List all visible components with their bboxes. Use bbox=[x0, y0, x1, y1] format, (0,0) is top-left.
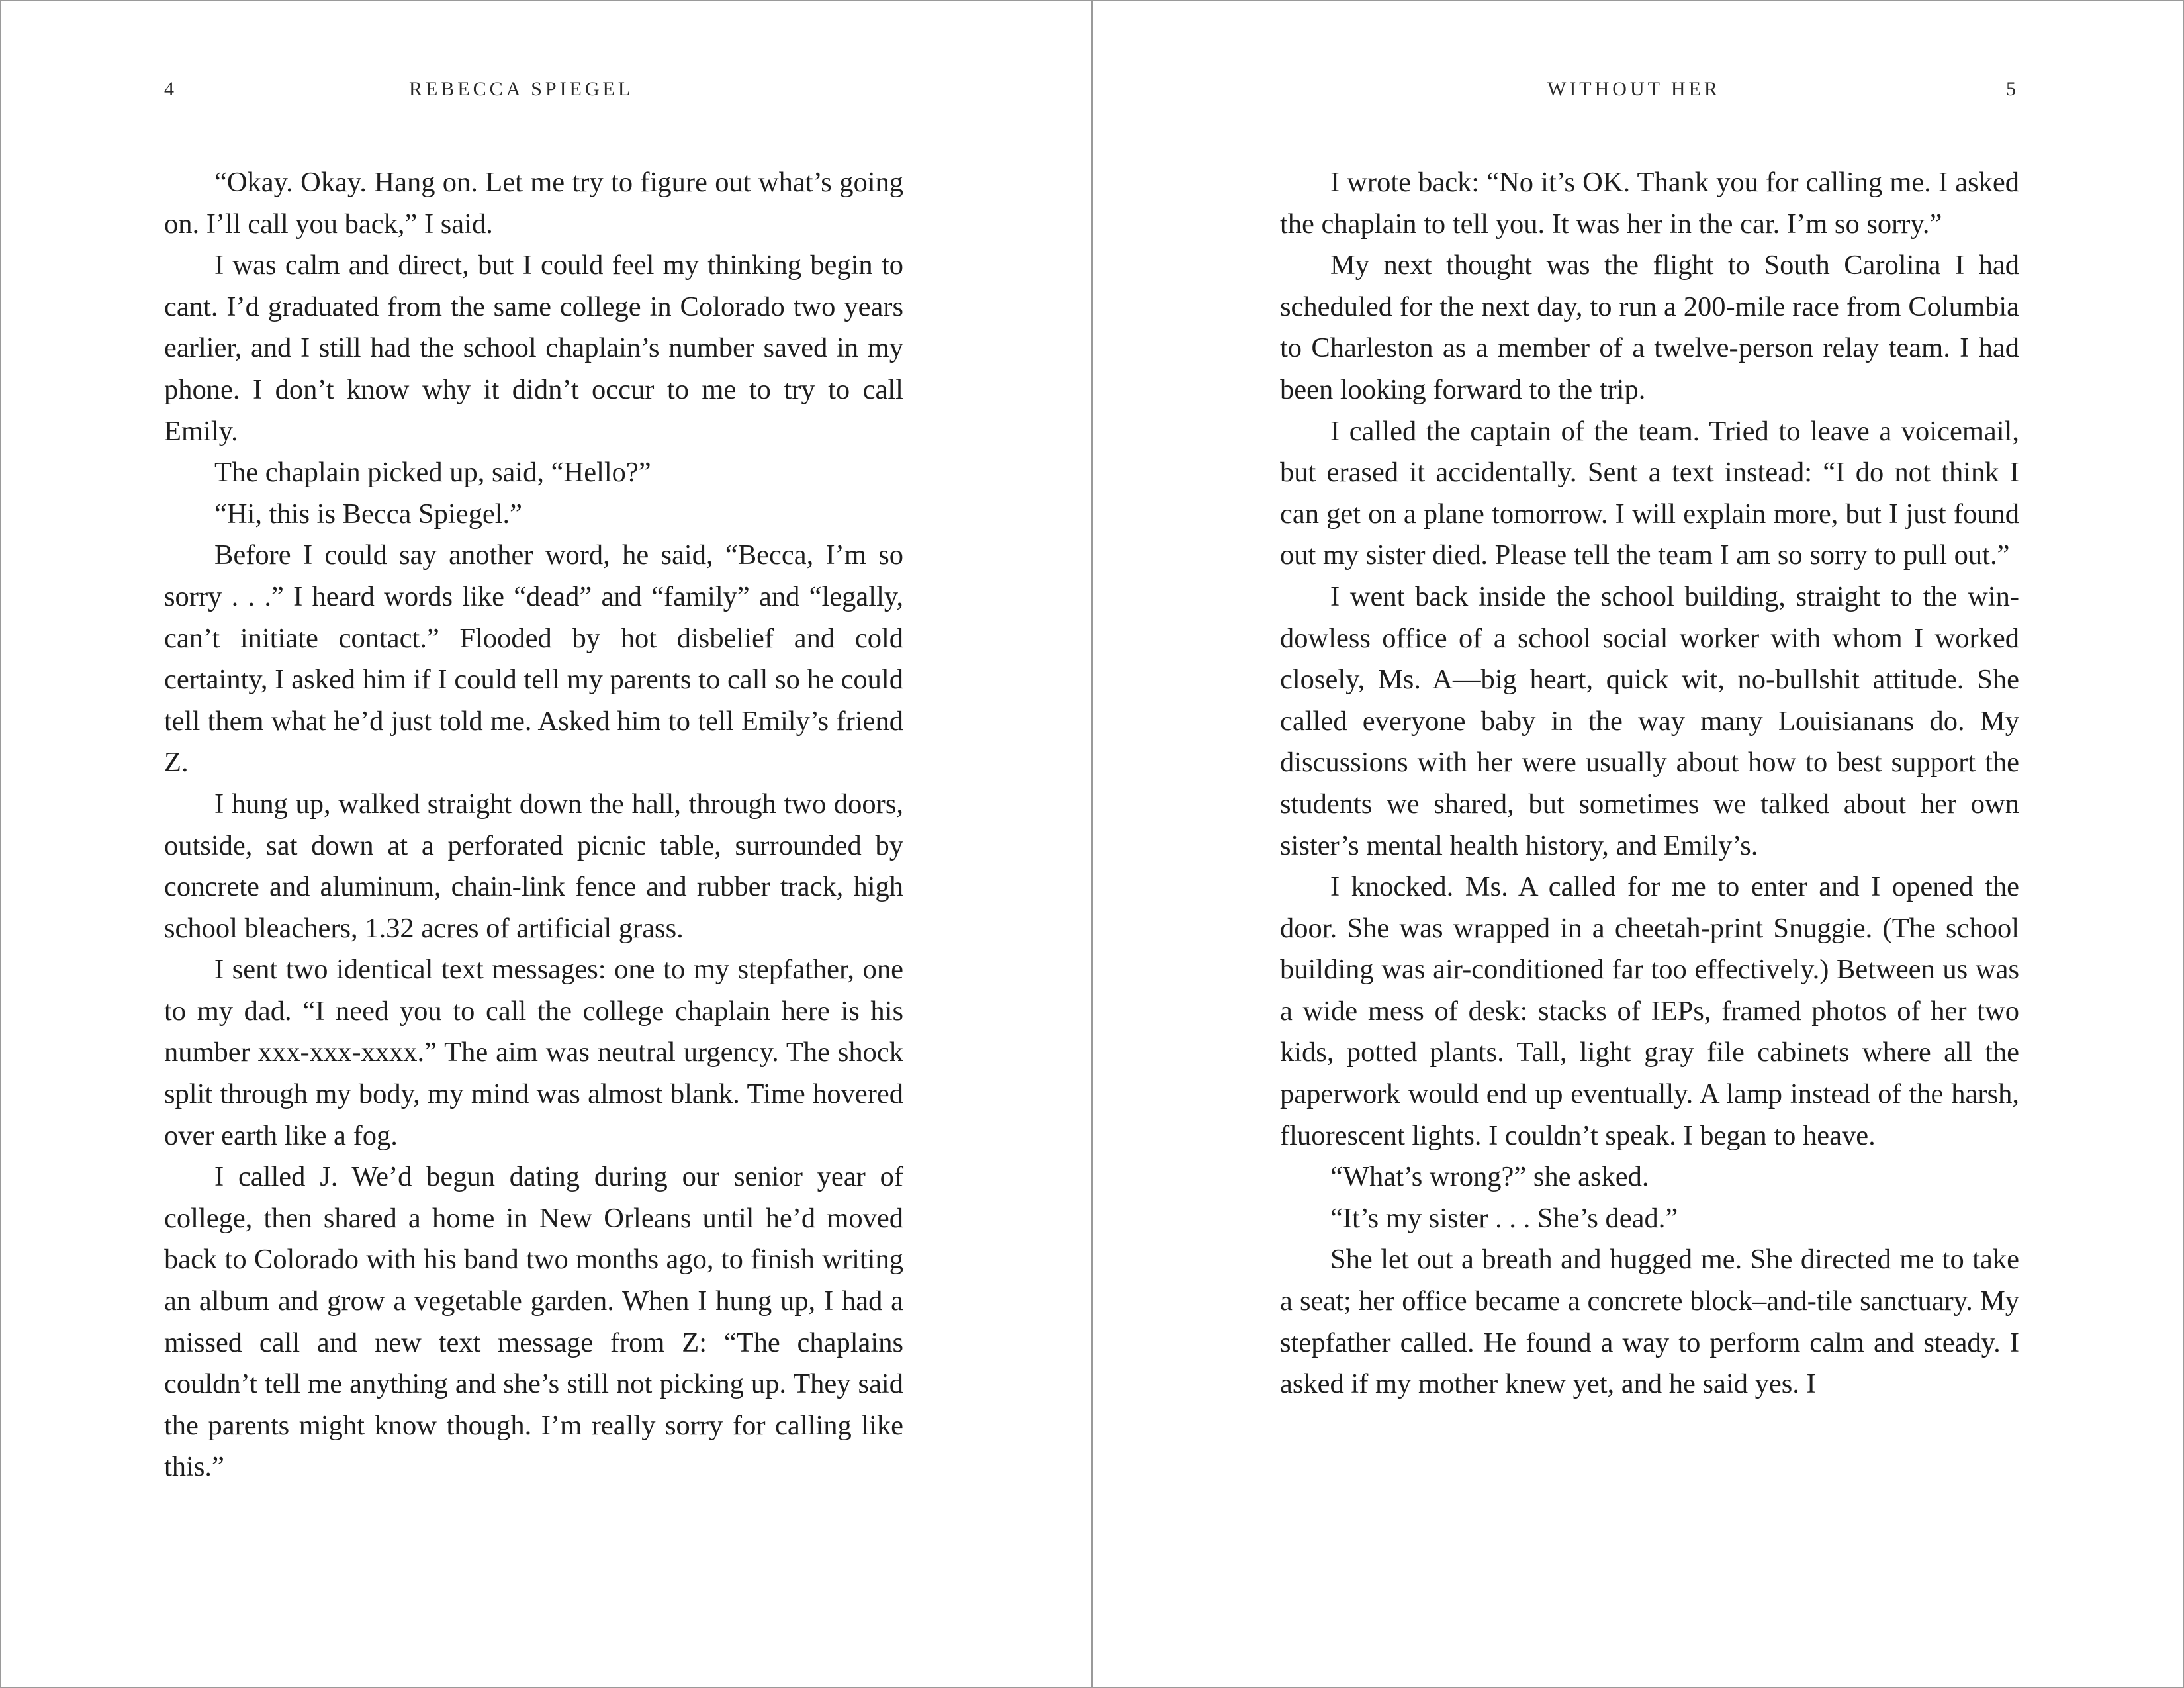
paragraph: My next thought was the flight to South Carolina I had scheduled for the next day, to run a 200-mile race from Columbia to Charleston as a member of a twelve-person relay team. I had been looking forward to the trip. bbox=[1280, 250, 2019, 405]
running-head-author: REBECCA SPIEGEL bbox=[409, 78, 634, 100]
paragraph: I went back inside the school building, straight to the windowless office of a school social worker with whom I worked closely, Ms. A—big heart, quick wit, no-bullshit attitude. She called everyone baby in the way many Louisianans do. My discussions with her were usually about how to best support the students we shared, but sometimes we talked about her own sister’s mental health history, and Emily’s. bbox=[1280, 581, 2019, 861]
paragraph: She let out a breath and hugged me. She directed me to take a seat; her office became a concrete block–and-tile sanctuary. My stepfather called. He found a way to perform calm and steady. I asked if my mother knew yet, and he said yes. I bbox=[1280, 1244, 2019, 1400]
paragraph: “Okay. Okay. Hang on. Let me try to figure out what’s going on. I’ll call you back,” I said. bbox=[164, 167, 903, 240]
body-text bbox=[164, 162, 903, 1488]
paragraph: I called J. We’d begun dating during our senior year of college, then shared a home in New Orleans until he’d moved back to Colorado with his band two months ago, to finish writing an album and grow a vegetable garden. When I hung up, I had a missed call and new text message from Z: “The chaplains couldn’t tell me anything and she’s still not picking up. They said the parents might know though. I’m really sorry for calling like this.” bbox=[164, 1161, 903, 1483]
paragraph: I wrote back: “No it’s OK. Thank you for calling me. I asked the chaplain to tell you. It was her in the car. I’m so sorry.” bbox=[1280, 167, 2019, 240]
page-number: 5 bbox=[2006, 78, 2019, 100]
paragraph: Before I could say another word, he said, “Becca, I’m so sorry . . .” I heard words like “dead” and “family” and “legally, can’t initiate contact.” Flooded by hot disbelief and cold certainty, I asked him if I could tell my parents to call so he could tell them what he’d just told me. Asked him to tell Emily’s friend Z. bbox=[164, 539, 903, 778]
paragraph: I knocked. Ms. A called for me to enter and I opened the door. She was wrapped in a cheetah-print Snuggie. (The school building was air-conditioned far too effectively.) Between us was a wide mess of desk: stacks of IEPs, framed photos of her two kids, potted plants. Tall, light gray file cabinets where all the paperwork would end up eventually. A lamp instead of the harsh, fluorescent lights. I couldn’t speak. I began to heave. bbox=[1280, 871, 2019, 1151]
paragraph: I sent two identical text messages: one to my stepfather, one to my dad. “I need you to call the college chaplain here is his number xxx-xxx-xxxx.” The aim was neutral urgency. The shock split through my body, my mind was almost blank. Time hovered over earth like a fog. bbox=[164, 954, 903, 1151]
paragraph: “What’s wrong?” she asked. bbox=[1330, 1161, 1649, 1193]
running-head-book-title: WITHOUT HER bbox=[1547, 78, 1721, 100]
paragraph: The chaplain picked up, said, “Hello?” bbox=[214, 457, 651, 489]
paragraph: I hung up, walked straight down the hall, through two doors, outside, sat down at a perforated picnic table, surrounded by concrete and aluminum, chain-link fence and rubber track, high school bleachers, 1.32 acres of artificial grass. bbox=[164, 788, 903, 944]
left-page bbox=[0, 0, 1091, 1688]
paragraph: “It’s my sister . . . She’s dead.” bbox=[1330, 1202, 1678, 1234]
body-text bbox=[1280, 162, 2019, 1405]
paragraph: I was calm and direct, but I could feel my thinking begin to cant. I’d graduated from the same college in Colorado two years earlier, and I still had the school chaplain’s number saved in my phone. I don’t know why it didn’t occur to me to try to call Emily. bbox=[164, 250, 903, 447]
paragraph: I called the captain of the team. Tried to leave a voicemail, but erased it accidentally. Sent a text instead: “I do not think I can get on a plane tomorrow. I will explain more, but I just found out my sister died. Please tell the team I am so sorry to pull out.” bbox=[1280, 415, 2019, 571]
page-number: 4 bbox=[164, 78, 177, 100]
paragraph: “Hi, this is Becca Spiegel.” bbox=[214, 498, 523, 530]
right-page bbox=[1093, 0, 2184, 1688]
